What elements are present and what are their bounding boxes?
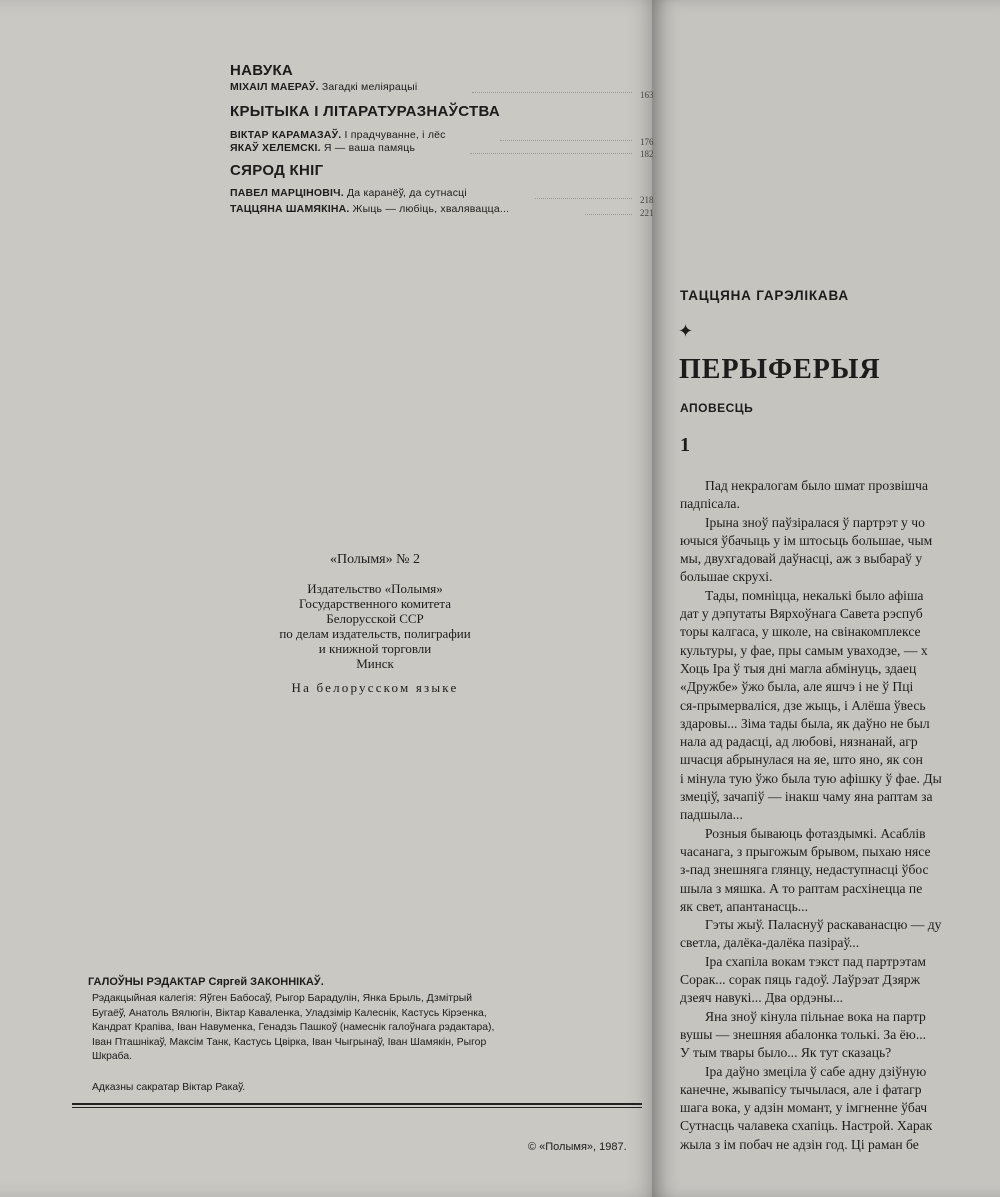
chapter-number: 1 <box>680 434 690 456</box>
board-line: Бугаёў, Анатоль Вялюгін, Віктар Каваленка, Уладзімір Калеснік, Кастусь Кірэенка, <box>92 1007 487 1019</box>
ornament-icon: ✦ <box>678 321 694 341</box>
story-line: як свет, апантанасць... <box>680 898 808 914</box>
board-line: Шкраба. <box>92 1051 133 1063</box>
toc-title: Да каранёў, да сутнасці <box>347 187 467 199</box>
toc-heading-criticism: КРЫТЫКА І ЛІТАРАТУРАЗНАЎСТВА <box>230 103 501 120</box>
toc-leader <box>472 92 632 93</box>
story-line: большае скрухі. <box>680 569 773 585</box>
divider-rule <box>72 1103 642 1105</box>
story-line: часанага, з прыгожым брывом, пыхаю нясе <box>680 843 931 859</box>
editorial-board <box>92 992 494 1065</box>
story-line: шыла з мяшка. А то раптам расхінецца пе <box>680 880 923 896</box>
toc-heading-books: СЯРОД КНІГ <box>230 162 324 179</box>
toc-title: Загадкі меліярацыі <box>321 81 418 93</box>
executive-secretary: Адказны сакратар Віктар Ракаў. <box>92 1082 246 1093</box>
story-line: Сорак... сорак пяць гадоў. Лаўрэат Дзярж <box>680 972 920 988</box>
imprint-block <box>230 581 520 671</box>
story-line: Гэты жыў. Паласнуў раскаванасцю — ду <box>705 917 942 933</box>
story-line: дат у дэпутаты Вярхоўнага Савета рэспуб <box>680 606 923 622</box>
story-genre: АПОВЕСЦЬ <box>680 401 754 415</box>
imprint-line: Белорусской ССР <box>326 611 424 626</box>
toc-author: ТАЦЦЯНА ШАМЯКІНА. <box>230 203 350 215</box>
story-line: Хоць Іра ў тыя дні магла абмінуць, здаец <box>680 660 917 676</box>
story-line: мы, двухгадовай даўнасці, аж з выбараў у <box>680 551 923 567</box>
story-line: Сутнасць чалавека схапіць. Настрой. Харак <box>680 1118 933 1134</box>
story-line: Тады, помніцца, некалькі было афіша <box>705 587 924 603</box>
copyright: © «Полымя», 1987. <box>528 1141 627 1153</box>
story-line: ся-прымерваліся, дзе жыць, і Алёша ўвесь <box>680 697 926 713</box>
story-line: шчасця абрынулася на яе, што яно, як сон <box>680 752 923 768</box>
toc-title: І прадчуванне, і лёс <box>344 129 446 141</box>
toc-leader <box>585 214 632 215</box>
story-line: і мінула тую ўжо была тую афішку ў фае. Ды <box>680 770 942 786</box>
story-line: Розныя бываюць фотаздымкі. Асаблів <box>705 825 926 841</box>
toc-page: 163 <box>640 90 654 100</box>
toc-page: 221 <box>640 208 654 218</box>
story-line: вушы — знешняя абалонка толькі. За ёю... <box>680 1026 927 1042</box>
divider-rule <box>72 1107 642 1108</box>
toc-item <box>230 142 415 154</box>
story-line: з-пад знешняга глянцу, недаступнасці ўбос <box>680 862 929 878</box>
story-line: торы калгаса, у школе, на свінакомплексе <box>680 624 921 640</box>
story-line: змеціў, зачапіў — інакш чаму яна раптам за <box>680 789 933 805</box>
story-line: У тым твары было... Як тут сказаць? <box>680 1045 892 1061</box>
imprint-line: Издательство «Полымя» <box>307 581 443 596</box>
chief-editor-name: Сяргей ЗАКОННІКАЎ. <box>208 976 324 988</box>
toc-leader <box>500 140 632 141</box>
story-line: нала ад радасці, ад любові, нязнанай, агр <box>680 734 918 750</box>
story-line: Іра даўно змеціла ў сабе адну дзіўную <box>705 1063 927 1079</box>
story-line: падпісала. <box>680 496 740 512</box>
story-line: падшыла... <box>680 807 743 823</box>
story-line: Іра схапіла вокам тэкст пад партрэтам <box>705 953 927 969</box>
toc-item <box>230 81 417 93</box>
story-line: светла, далёка-далёка пазіраў... <box>680 935 860 951</box>
toc-item <box>230 129 446 141</box>
toc-leader <box>470 153 632 154</box>
toc-author: ВІКТАР КАРАМАЗАЎ. <box>230 129 342 141</box>
story-body <box>680 477 1000 1154</box>
toc-item <box>230 203 509 215</box>
toc-leader <box>535 198 632 199</box>
chief-editor-label: ГАЛОЎНЫ РЭДАКТАР <box>88 976 206 988</box>
toc-heading-science: НАВУКА <box>230 62 294 79</box>
toc-page: 182 <box>640 149 654 159</box>
story-line: дзеяч навукі... Два ордэны... <box>680 990 844 1006</box>
imprint-line: по делам издательств, полиграфии <box>279 626 471 641</box>
chief-editor <box>88 975 324 990</box>
story-line: ючыся ўбачыць у ім штосьць большае, чым <box>680 532 933 548</box>
toc-item <box>230 187 467 199</box>
story-line: Ірына зноў паўзіралася ў партрэт у чо <box>705 514 925 530</box>
toc-title: Я — ваша памяць <box>323 142 416 154</box>
story-line: культуры, у фае, пры самым уваходзе, — х <box>680 642 928 658</box>
imprint-line: Государственного комитета <box>299 596 451 611</box>
imprint-issue: «Полымя» № 2 <box>330 552 420 567</box>
imprint-language: На белорусском языке <box>291 680 459 695</box>
toc-author: МІХАІЛ МАЕРАЎ. <box>230 81 319 93</box>
story-line: «Дружбе» ўжо была, але яшчэ і не ў Пці <box>680 679 914 695</box>
story-line: Пад некралогам было шмат прозвішча <box>705 478 929 493</box>
toc-author: ЯКАЎ ХЕЛЕМСКІ. <box>230 142 321 154</box>
imprint-line: и книжной торговли <box>318 641 432 656</box>
toc-page: 218 <box>640 195 654 205</box>
story-line: канечне, жывапісу тычылася, але і фатагр <box>680 1081 922 1097</box>
board-line: Рэдакцыйная калегія: Яўген Бабосаў, Рыгор Барадулін, Янка Брыль, Дзмітрый <box>92 993 473 1004</box>
board-line: Кандрат Крапіва, Іван Навуменка, Генадзь Пашкоў (намеснік галоўнага рэдактара), <box>92 1022 495 1034</box>
board-line: Іван Пташнікаў, Максім Танк, Кастусь Цвірка, Іван Чыгрынаў, Іван Шамякін, Рыгор <box>92 1036 487 1048</box>
story-author: ТАЦЦЯНА ГАРЭЛІКАВА <box>680 288 849 303</box>
story-line: шага вока, у адзін момант, у імгненне ўбач <box>680 1100 928 1116</box>
toc-author: ПАВЕЛ МАРЦІНОВІЧ. <box>230 187 344 199</box>
toc-title: Жыць — любіць, хвалявацца... <box>352 203 510 215</box>
toc-page: 176 <box>640 137 654 147</box>
story-title: ПЕРЫФЕРЫЯ <box>679 354 881 385</box>
imprint-line: Минск <box>356 656 394 671</box>
story-line: Яна зноў кінула пільнае вока на партр <box>705 1008 926 1024</box>
story-line: жыла з ім побач не адзін год. Ці раман бе <box>680 1136 919 1152</box>
story-line: здаровы... Зіма тады была, як даўно не был <box>680 715 930 731</box>
